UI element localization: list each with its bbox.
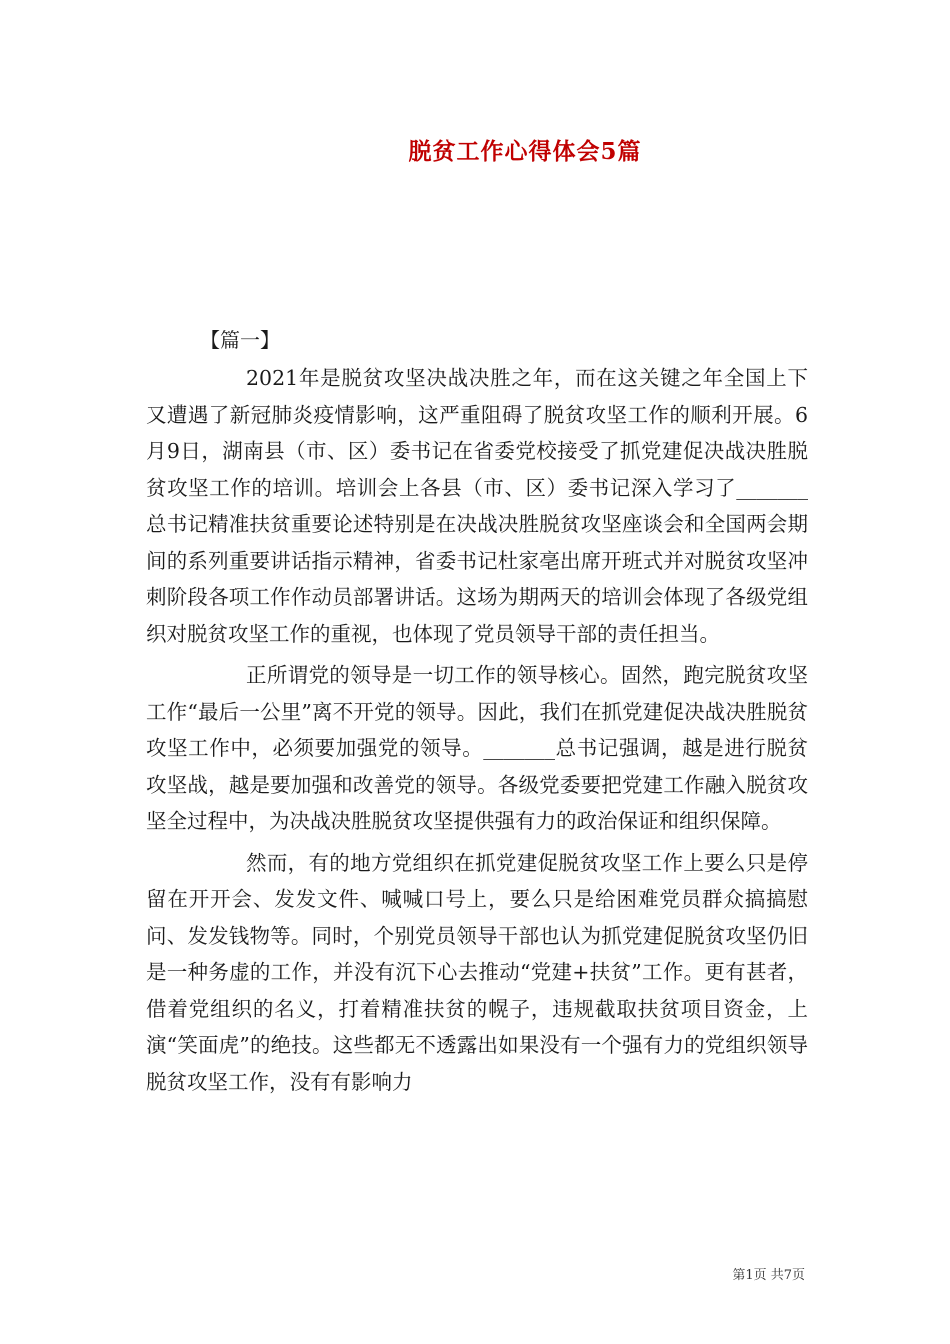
body-text [146, 360, 808, 1100]
document-title: 脱贫工作心得体会5篇 [408, 138, 642, 165]
page-number: 第1页 共7页 [732, 1268, 805, 1283]
section-label: 【篇一】 [200, 328, 280, 352]
paragraph: 2021年是脱贫攻坚决战决胜之年，而在这关键之年全国上下又遭遇了新冠肺炎疫情影响，这严重阻碍了脱贫攻坚工作的顺利开展。6月9日，湖南县（市、区）委书记在省委党校接受了抓党建促决战决胜脱贫攻坚工作的培训。培训会上各县（市、区）委书记深入学习了_______总书记精准扶贫重要论述特别是在决战决胜脱贫攻坚座谈会和全国两会期间的系列重要讲话指示精神，省委书记杜家亳出席开班式并对脱贫攻坚冲刺阶段各项工作作动员部署讲话。这场为期两天的培训会体现了各级党组织对脱贫攻坚工作的重视，也体现了党员领导干部的责任担当。 [146, 366, 808, 646]
paragraph: 然而，有的地方党组织在抓党建促脱贫攻坚工作上要么只是停留在开开会、发发文件、喊喊口号上，要么只是给困难党员群众搞搞慰问、发发钱物等。同时，个别党员领导干部也认为抓党建促脱贫攻坚仍旧是一种务虚的工作，并没有沉下心去推动“党建+扶贫”工作。更有甚者，借着党组织的名义，打着精准扶贫的幌子，违规截取扶贫项目资金，上演“笑面虎”的绝技。这些都无不透露出如果没有一个强有力的党组织领导脱贫攻坚工作，没有有影响力 [146, 850, 808, 1094]
paragraph: 正所谓党的领导是一切工作的领导核心。固然，跑完脱贫攻坚工作“最后一公里”离不开党的领导。因此，我们在抓党建促决战决胜脱贫攻坚工作中，必须要加强党的领导。_______总书记强调，越是进行脱贫攻坚战，越是要加强和改善党的领导。各级党委要把党建工作融入脱贫攻坚全过程中，为决战决胜脱贫攻坚提供强有力的政治保证和组织保障。 [146, 663, 808, 833]
